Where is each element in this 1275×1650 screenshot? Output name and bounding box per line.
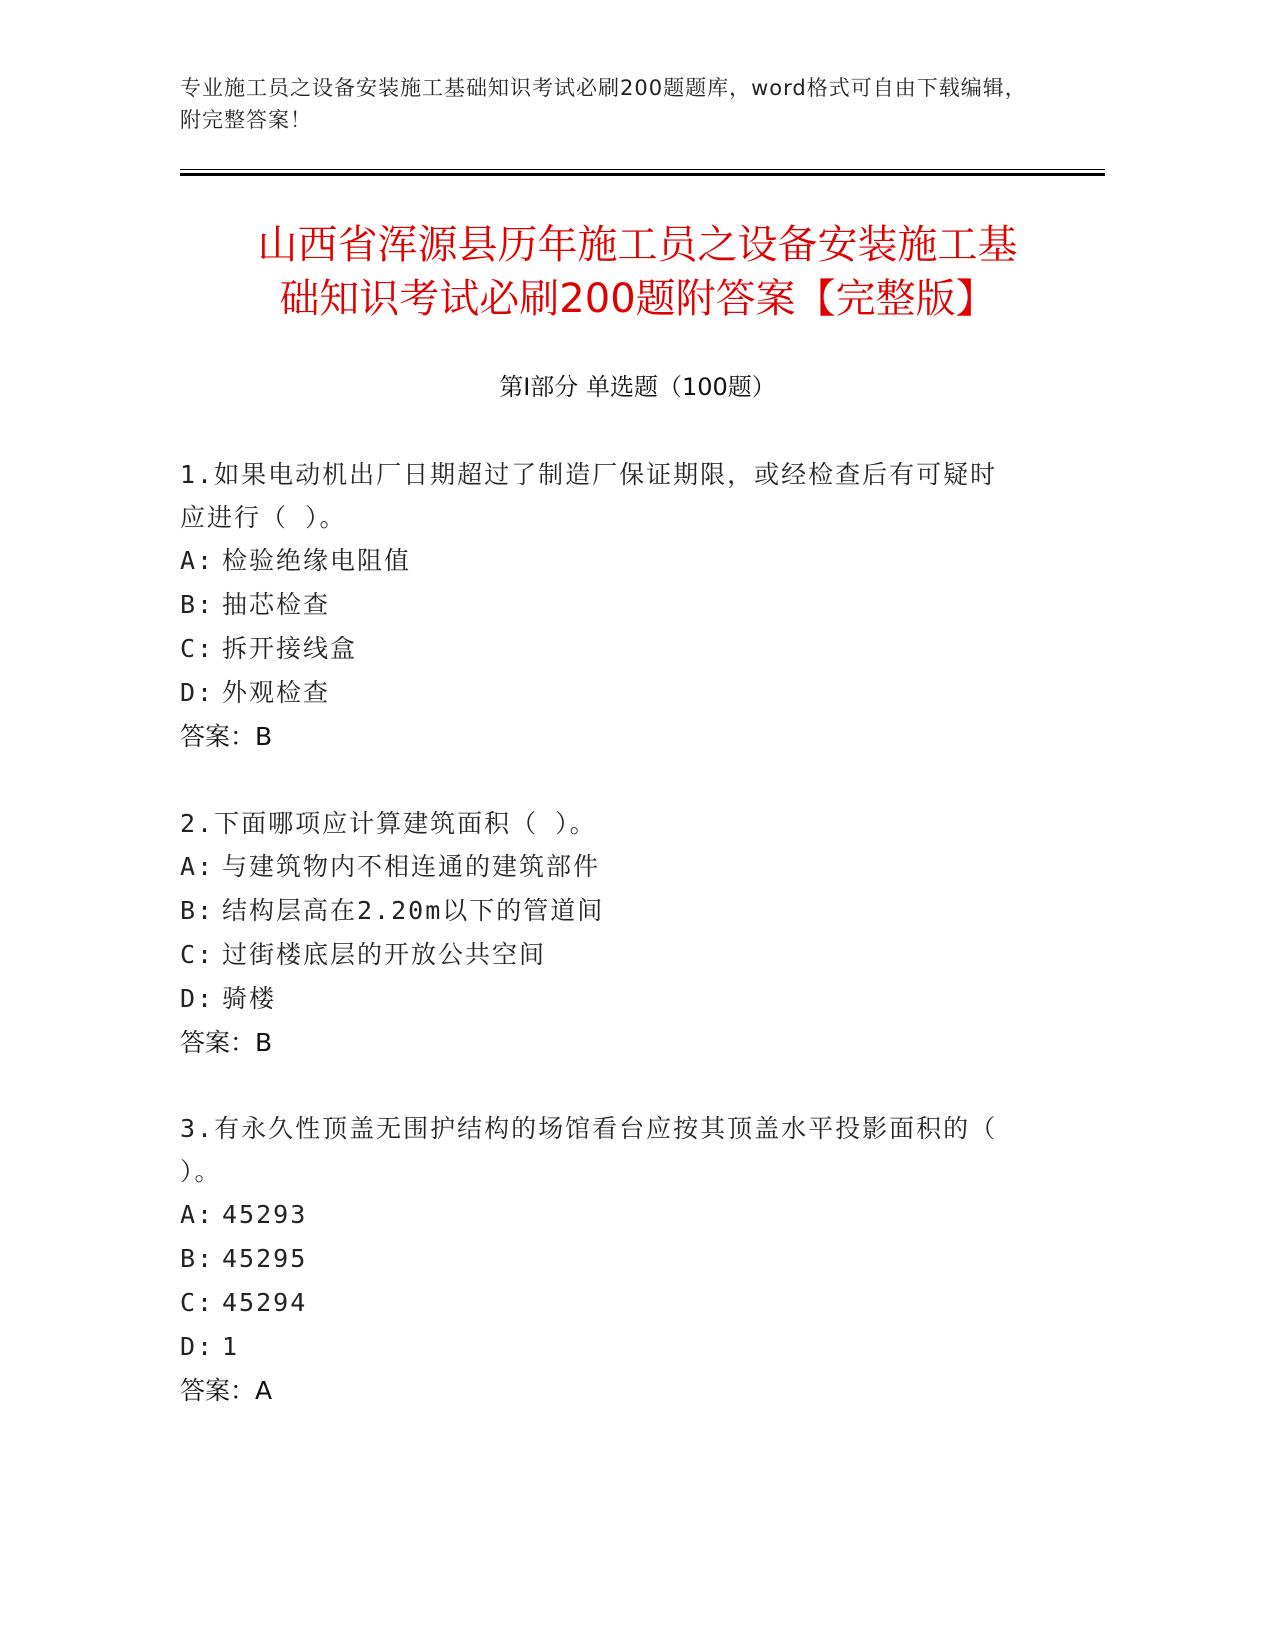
option-key: D: <box>180 1332 215 1361</box>
question-1 <box>180 453 1040 759</box>
question-stem-line: 3.有永久性顶盖无围护结构的场馆看台应按其顶盖水平投影面积的（ <box>180 1114 998 1143</box>
option-a <box>180 1193 1040 1237</box>
option-text: 与建筑物内不相连通的建筑部件 <box>222 852 601 881</box>
option-key: C: <box>180 940 215 969</box>
option-text: 45295 <box>222 1244 308 1273</box>
answer-line: 答案：B <box>180 722 273 751</box>
option-d <box>180 1325 1040 1369</box>
option-text: 抽芯检查 <box>222 590 331 619</box>
question-stem-line: 2.下面哪项应计算建筑面积（ ）。 <box>180 809 597 838</box>
option-key: B: <box>180 896 215 925</box>
question-2 <box>180 802 1040 1065</box>
answer-line: 答案：A <box>180 1376 273 1405</box>
option-a <box>180 539 1040 583</box>
option-key: B: <box>180 1244 215 1273</box>
option-text: 骑楼 <box>222 984 277 1013</box>
option-d <box>180 671 1040 715</box>
option-b <box>180 1237 1040 1281</box>
answer-line: 答案：B <box>180 1028 273 1057</box>
header-rule-thick <box>180 173 1105 176</box>
option-c <box>180 1281 1040 1325</box>
question-stem <box>180 1107 1040 1193</box>
option-c <box>180 933 1040 977</box>
document-title <box>170 218 1105 326</box>
question-stem <box>180 453 1040 539</box>
question-stem <box>180 802 1040 845</box>
document-title-line-2: 础知识考试必刷200题附答案【完整版】 <box>279 276 996 322</box>
option-key: C: <box>180 634 215 663</box>
question-3 <box>180 1107 1040 1413</box>
section-title: 第Ⅰ部分 单选题（100题） <box>499 373 776 401</box>
question-stem-line: 应进行（ ）。 <box>180 503 347 532</box>
option-text: 检验绝缘电阻值 <box>222 546 412 575</box>
option-c <box>180 627 1040 671</box>
option-text: 结构层高在2.20m以下的管道间 <box>222 896 605 925</box>
option-key: A: <box>180 546 215 575</box>
option-text: 1 <box>222 1332 240 1361</box>
option-text: 过街楼底层的开放公共空间 <box>222 940 547 969</box>
option-text: 45293 <box>222 1200 308 1229</box>
question-stem-line: 1.如果电动机出厂日期超过了制造厂保证期限，或经检查后有可疑时 <box>180 460 998 489</box>
header-rule-thin <box>180 169 1105 170</box>
option-key: B: <box>180 590 215 619</box>
option-a <box>180 845 1040 889</box>
option-key: A: <box>180 1200 215 1229</box>
option-text: 45294 <box>222 1288 308 1317</box>
option-b <box>180 583 1040 627</box>
option-key: A: <box>180 852 215 881</box>
question-stem-line: ）。 <box>180 1157 222 1186</box>
option-text: 外观检查 <box>222 678 331 707</box>
header-note: 专业施工员之设备安装施工基础知识考试必刷200题题库，word格式可自由下载编辑，附完整答案！ <box>180 76 1027 132</box>
option-key: D: <box>180 984 215 1013</box>
option-text: 拆开接线盒 <box>222 634 358 663</box>
option-b <box>180 889 1040 933</box>
option-key: D: <box>180 678 215 707</box>
document-title-line-1: 山西省浑源县历年施工员之设备安装施工基 <box>257 222 1018 268</box>
option-d <box>180 977 1040 1021</box>
option-key: C: <box>180 1288 215 1317</box>
